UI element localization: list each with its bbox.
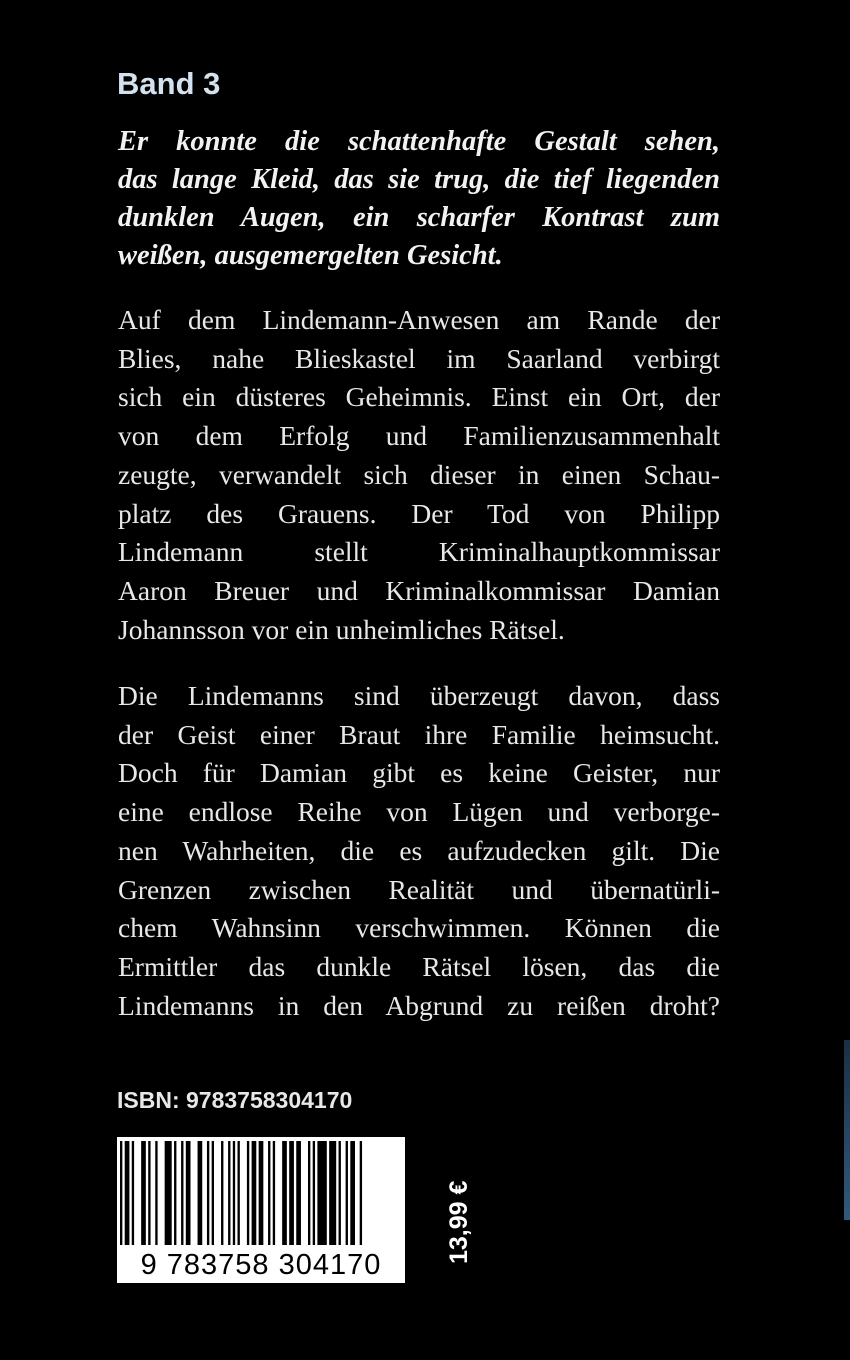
- barcode-bar: [329, 1141, 336, 1245]
- price-label: 13,99 €: [445, 1180, 473, 1264]
- barcode-bar: [155, 1141, 157, 1245]
- barcode-bar: [221, 1141, 223, 1245]
- barcode-bar: [252, 1141, 257, 1245]
- barcode-bar: [186, 1141, 191, 1245]
- paragraph-line: Blies, nahe Blieskastel im Saarland verbirgt: [118, 342, 720, 374]
- barcode-bar: [125, 1141, 130, 1245]
- paragraph-line: Ermittler das dunkle Rätsel lösen, das die: [118, 950, 720, 982]
- barcode-bar: [165, 1141, 172, 1245]
- blurb-paragraph-1: [118, 301, 720, 649]
- barcode-bar: [259, 1141, 264, 1245]
- blurb-paragraph-2: [118, 677, 720, 1025]
- paragraph-line: nen Wahrheiten, die es aufzudecken gilt. Die: [118, 834, 720, 866]
- barcode-bar: [198, 1141, 203, 1245]
- paragraph-line: Die Lindemanns sind überzeugt davon, dass: [118, 680, 720, 711]
- barcode-bar: [346, 1141, 348, 1245]
- barcode-bar: [313, 1141, 315, 1245]
- paragraph-line: zeugte, verwandelt sich dieser in einen Schau-: [118, 458, 720, 490]
- paragraph-line: eine endlose Reihe von Lügen und verborge-: [118, 796, 720, 828]
- paragraph-line: Lindemann stellt Kriminalhauptkommissar: [118, 536, 720, 568]
- barcode-bar: [181, 1141, 183, 1245]
- cover-edge-strip: [844, 1040, 850, 1220]
- barcode-bar: [339, 1141, 341, 1245]
- barcode: [117, 1137, 405, 1283]
- barcode-bar: [207, 1141, 209, 1245]
- barcode-bar: [228, 1141, 230, 1245]
- paragraph-line: Doch für Damian gibt es keine Geister, nur: [118, 757, 720, 789]
- tagline-quote: [118, 123, 720, 275]
- paragraph-line: Johannsson vor ein unheimliches Rätsel.: [118, 613, 565, 645]
- barcode-bar: [132, 1141, 134, 1245]
- barcode-bar: [212, 1141, 214, 1245]
- paragraph-line: sich ein düsteres Geheimnis. Einst ein Ort, der: [118, 381, 720, 413]
- barcode-bar: [120, 1141, 122, 1245]
- tagline-line: das lange Kleid, das sie trug, die tief liegenden: [118, 164, 720, 195]
- barcode-bar: [174, 1141, 176, 1245]
- barcode-bar: [282, 1141, 287, 1245]
- barcode-bar: [350, 1141, 355, 1245]
- barcode-bar: [289, 1141, 294, 1245]
- paragraph-line: platz des Grauens. Der Tod von Philipp: [118, 497, 720, 529]
- paragraph-line: Lindemanns in den Abgrund zu reißen droht?: [118, 989, 720, 1021]
- series-volume-label: Band 3: [117, 66, 221, 101]
- paragraph-line: der Geist einer Braut ihre Familie heimsucht.: [118, 718, 720, 750]
- barcode-bar: [308, 1141, 310, 1245]
- barcode-digits: 9 783758 304170: [117, 1248, 405, 1282]
- barcode-bar: [141, 1141, 146, 1245]
- barcode-bar: [268, 1141, 270, 1245]
- barcode-bar: [233, 1141, 235, 1245]
- barcode-bar: [273, 1141, 275, 1245]
- tagline-line: Er konnte die schattenhafte Gestalt sehen,: [118, 126, 720, 157]
- paragraph-line: chem Wahnsinn verschwimmen. Können die: [118, 912, 720, 944]
- paragraph-line: Aaron Breuer und Kriminalkommissar Damian: [118, 574, 720, 606]
- barcode-bar: [238, 1141, 240, 1245]
- barcode-bar: [148, 1141, 150, 1245]
- barcode-bar: [296, 1141, 301, 1245]
- tagline-line: weißen, ausgemergelten Gesicht.: [118, 240, 503, 271]
- paragraph-line: von dem Erfolg und Familienzusammenhalt: [118, 420, 720, 452]
- barcode-bar: [247, 1141, 249, 1245]
- barcode-bar: [317, 1141, 326, 1245]
- isbn-label: ISBN: 9783758304170: [117, 1087, 353, 1113]
- paragraph-line: Grenzen zwischen Realität und übernatürli-: [118, 873, 720, 905]
- paragraph-line: Auf dem Lindemann-Anwesen am Rande der: [118, 304, 720, 335]
- tagline-line: dunklen Augen, ein scharfer Kontrast zum: [118, 202, 720, 233]
- barcode-bar: [360, 1141, 362, 1245]
